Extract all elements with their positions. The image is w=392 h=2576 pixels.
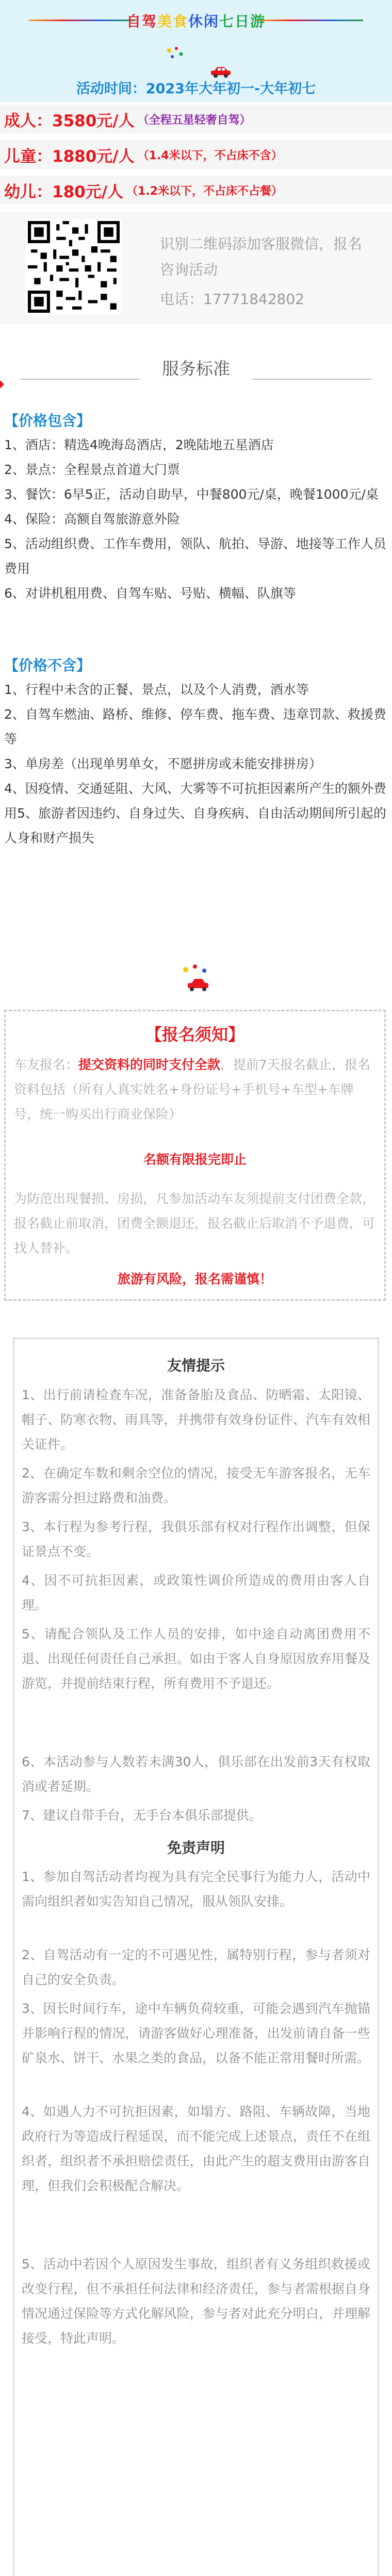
header-banner [0,0,392,102]
list-item: 1、参加自驾活动者均视为具有完全民事行为能力人，活动中需向组织者如实告知自己情况，服从领队安排。 [22,1869,370,1909]
refund-policy-paragraph: 为防范出现餐损、房损，凡参加活动车友须提前支付团费全款，报名截止前取消，团费全额退还，报名截止后取消不予退费，可找人替补。 [14,1191,375,1256]
qr-code-image[interactable] [26,219,122,315]
disclaimer-heading: 免责声明 [167,1839,225,1856]
booking-notice-paragraph [14,1053,379,1127]
title-part-4: 七日游 [219,13,266,30]
list-item: 7、建议自带手台，无手台本俱乐部提供。 [22,1808,262,1823]
price-child-main: 儿童：1880元/人 [4,147,135,166]
reminder-box [13,1337,379,2576]
list-item: 2、景点：全程景点首道大门票 [4,462,180,477]
price-excluded-heading: 【价格不含】 [4,657,91,674]
title-part-2: 美食 [157,13,188,30]
activity-time: 活动时间：2023年大年初一-大年初七 [76,81,316,97]
list-item: 5、活动中若因个人原因发生事故，组织者有义务组织救援或改变行程，但不承担任何法律和经济责任，参与者需根据自身情况通过保险等方式化解风险，参与者对此充分明白，并理解接受，特此声明。 [22,2257,370,2346]
contact-section [0,212,392,324]
list-item: 2、自驾活动有一定的不可遇见性，属特别行程，参与者须对自己的安全负责。 [22,1947,370,1987]
contact-phone[interactable]: 电话：17771842802 [160,291,304,308]
limited-quota-text: 名额有限报完即止 [143,1152,247,1167]
price-infant [0,176,392,207]
title-part-1: 自驾 [126,13,157,30]
list-item: 3、单房差（出现单男单女，不愿拼房或未能安排拼房） [4,756,322,771]
car-icon [170,963,222,994]
list-item: 2、在确定车数和剩余空位的情况，接受无车游客报名，无车游客需分担过路费和油费。 [22,1466,370,1505]
price-adult-note: （全程五星轻奢自驾） [137,113,251,127]
price-child-note: （1.4米以下，不占床不含） [137,149,283,162]
list-item: 4、如遇人力不可抗拒因素，如塌方、路阻、车辆故障，当地政府行为等造成行程延误，而不能完成上述景点，责任不在组织者，组织者不承担赔偿责任，由此产生的超支费用由游客自理，但我们会积极配合解决。 [22,2104,370,2193]
list-item: 4、因疫情、交通延阻、大风、大雾等不可抗拒因素所产生的额外费用5、旅游者因违约、自身过失、自身疾病、自由活动期间所引起的人身和财产损失 [4,781,386,845]
list-item: 1、行程中未含的正餐、景点，以及个人消费，酒水等 [4,682,309,697]
car-icon [209,66,233,78]
notice-rest: ，提前7天报名截止，报名资料包括（所有人真实姓名+身份证号+手机号+车型+车牌号，统一购买出行商业保险） [14,1057,370,1122]
list-item: 2、自驾车燃油、路桥、维修、停车费、拖车费、违章罚款、救援费等 [4,707,386,747]
list-item: 3、本行程为参考行程，我俱乐部有权对行程作出调整，但保证景点不变。 [22,1519,370,1559]
price-infant-note: （1.2米以下，不占床不占餐） [126,184,283,198]
list-item: 6、对讲机租用费、自驾车贴、号贴、横幅、队旗等 [4,586,296,601]
price-adult-main: 成人：3580元/人 [4,111,135,130]
section-marker [0,380,4,388]
price-adult [0,105,392,135]
list-item: 5、活动组织费、工作车费用，领队、航拍、导游、地接等工作人员费用 [4,536,386,576]
list-item: 4、保险：高额自驾旅游意外险 [4,512,180,527]
risk-warning-text: 旅游有风险，报名需谨慎！ [117,1272,272,1286]
list-item: 6、本活动参与人数若未满30人，俱乐部在出发前3天有权取消或者延期。 [22,1754,370,1794]
page-title [0,10,392,31]
list-item: 4、因不可抗拒因素，或政策性调价所造成的费用由客人自理。 [22,1573,370,1613]
price-included-heading: 【价格包含】 [4,412,91,429]
list-item: 1、出行前请检查车况，准备备胎及食品、防晒霜、太阳镜、帽子、防寒衣物、雨具等，并携带有效身份证件、汽车有效相关证件。 [22,1387,370,1452]
price-infant-main: 幼儿：180元/人 [4,182,124,201]
list-item: 1、酒店：精选4晚海岛酒店，2晚陆地五星酒店 [4,437,274,452]
booking-notice-title: 【报名须知】 [145,1025,244,1044]
price-excluded-list [4,677,388,851]
notice-highlight: 提交资料的同时支付全款 [78,1057,221,1072]
price-included-list [4,433,388,606]
list-item: 3、餐饮：6早5正，活动自助早，中餐800元/桌，晚餐1000元/桌 [4,487,379,502]
price-child [0,140,392,171]
booking-notice-box [4,1010,386,1301]
divider-right [253,379,371,380]
title-part-3: 休闲 [188,13,220,30]
confetti-icon [164,45,195,66]
contact-instruction: 识别二维码添加客服微信，报名咨询活动 [160,235,363,278]
notice-prefix: 车友报名： [14,1057,79,1072]
service-standard-title: 服务标准 [162,359,230,379]
friendly-tips-heading: 友情提示 [167,1357,225,1374]
list-item: 3、因长时间行车，途中车辆负荷较重，可能会遇到汽车抛锚并影响行程的情况，请游客做好心理准备，出发前请自备一些矿泉水、饼干、水果之类的食品，以备不能正常用餐时所需。 [22,2001,370,2065]
list-item: 5、请配合领队及工作人员的安排，如中途自动离团费用不退、出现任何责任自己承担。如由于客人自身原因放弃用餐及游览，并提前结束行程，所有费用不予退还。 [22,1626,370,1691]
